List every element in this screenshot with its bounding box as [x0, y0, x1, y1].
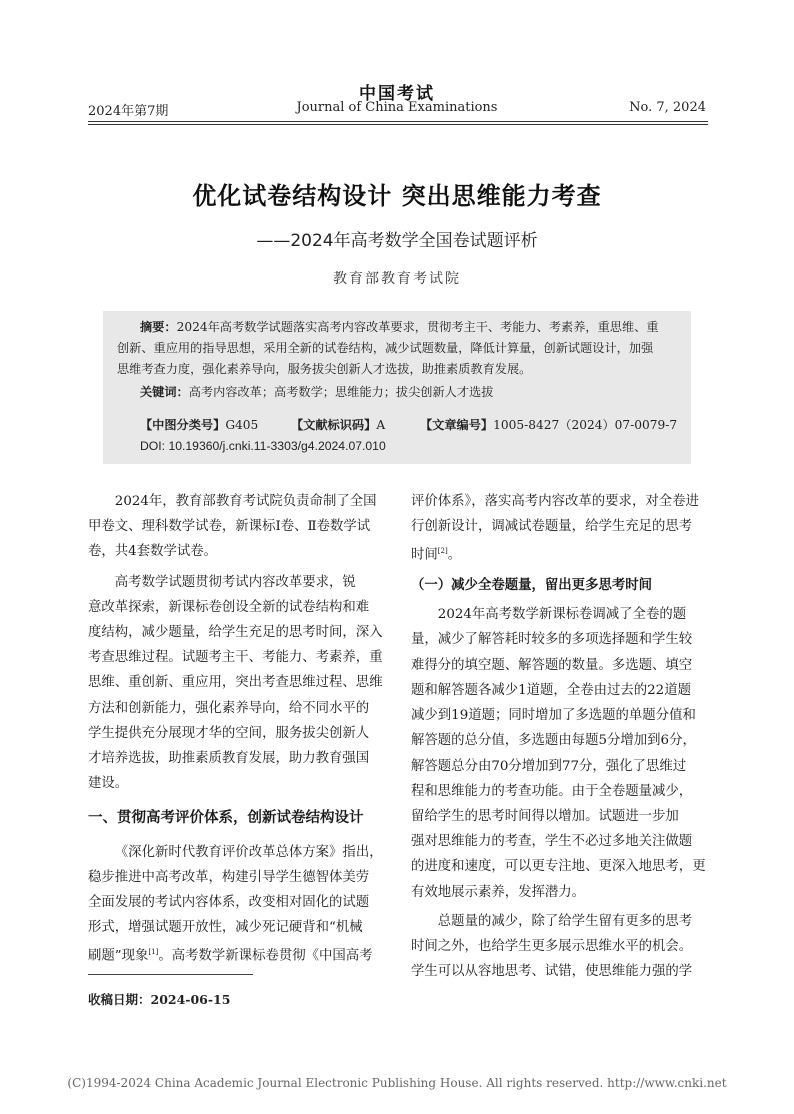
left-column [88, 489, 388, 969]
clc-value: G405 [225, 418, 259, 432]
paragraph-line: 总题量的减少，除了给学生留有更多的思考 [437, 913, 693, 929]
citation-ref: [1] [148, 948, 159, 957]
paragraph-line: 时间[2]。 [411, 547, 462, 563]
paragraph-line: 学生可以从容地思考、试错，使思维能力强的学 [411, 964, 693, 980]
paragraph-line: 题和解答题各减少1道题，全卷由过去的22道题 [411, 682, 691, 698]
paragraph-line: 学生提供充分展现才华的空间，服务拔尖创新人 [88, 725, 370, 741]
keywords-label: 关键词： [140, 385, 189, 399]
paragraph-line: 全面发展的考试内容体系，改变相对固化的试题 [88, 895, 370, 911]
abstract-line-3: 思维考查力度，强化素养导向，服务拔尖创新人才选拔，助推素质教育发展。 [117, 362, 532, 376]
paragraph-line: 评价体系》，落实高考内容改革的要求，对全卷进 [411, 494, 699, 509]
paragraph-line: 行创新设计，调减试卷题量，给学生充足的思考 [411, 519, 693, 535]
paragraph-line: 卷，共4套数学试卷。 [88, 544, 218, 560]
doc-code-label: 【文献标识码】 [291, 418, 377, 432]
journal-name-cn: 中国考试 [359, 84, 435, 104]
paragraph-line: 减少到19道题；同时增加了多选题的单题分值和 [411, 708, 696, 724]
paragraph-line: 才培养选拔，助推素质教育发展，助力教育强国 [88, 751, 370, 767]
footnote-rule [88, 974, 253, 975]
paragraph-line: 形式，增强试题开放性，减少死记硬背和“机械 [88, 920, 363, 936]
keywords-line [140, 382, 493, 403]
article-no-line [420, 415, 677, 436]
abstract-box [103, 311, 691, 464]
issue-number: No. 7, 2024 [629, 100, 706, 115]
paragraph-line: 程和思维能力的考查功能。由于全卷题量减少， [411, 783, 693, 799]
paragraph-line: 的进度和速度，可以更专注地、更深入地思考，更 [411, 859, 706, 875]
paragraph-line: 强对思维能力的考查，学生不必过多地关注做题 [411, 834, 693, 850]
article-no-value: 1005-8427（2024）07-0079-7 [493, 418, 678, 432]
keywords-text: 高考内容改革；高考数学；思维能力；拔尖创新人才选拔 [188, 385, 494, 399]
paragraph-line: 解答题的总分值，多选题由每题5分增加到6分， [411, 733, 696, 749]
article-title: 优化试卷结构设计 突出思维能力考查 [192, 181, 602, 210]
paragraph-line: 2024年，教育部教育考试院负责命制了全国 [114, 494, 377, 509]
subsection-heading: （一）减少全卷题量，留出更多思考时间 [411, 577, 653, 594]
paragraph-line: 时间之外，也给学生更多展示思维水平的机会。 [411, 938, 693, 954]
abstract-line-1: 摘要：2024年高考数学试题落实高考内容改革要求，贯彻考主干、考能力、考素养，重思维、重 [140, 320, 659, 334]
paragraph-line: 难得分的填空题、解答题的数量。多选题、填空 [411, 657, 693, 673]
journal-name-en: Journal of China Examinations [296, 100, 498, 115]
abstract-line-2: 创新、重应用的指导思想，采用全新的试卷结构，减少试题数量，降低计算量，创新试题设计，加强 [117, 341, 654, 355]
paragraph-line: 2024年高考数学新课标卷调减了全卷的题 [437, 607, 687, 623]
header-rule-top [88, 121, 708, 122]
paragraph-line: 稳步推进中高考改革，构建引导学生德智体美劳 [88, 869, 370, 885]
article-author: 教育部教育考试院 [333, 271, 461, 287]
article-no-label: 【文章编号】 [420, 418, 494, 432]
abstract-label: 摘要： [140, 320, 177, 334]
paragraph-line: 解答题总分由70分增加到77分，强化了思维过 [411, 758, 687, 774]
issue-label: 2024年第7期 [88, 104, 169, 119]
paragraph-line: 高考数学试题贯彻考试内容改革要求，锐 [114, 574, 356, 590]
doc-code-value: A [376, 418, 386, 432]
classification-line [140, 415, 258, 436]
paragraph-line: 量，减少了解答耗时较多的多项选择题和学生较 [411, 632, 693, 648]
paragraph-line: 思维、重创新、重应用，突出考查思维过程、思维 [88, 675, 383, 691]
doi-line: DOI: 10.19360/j.cnki.11-3303/g4.2024.07.010 [140, 439, 386, 453]
header-rule-bottom [88, 124, 708, 125]
paragraph-line: 方法和创新能力，强化素养导向，给不同水平的 [88, 700, 370, 716]
paragraph-line: 意改革探索，新课标卷创设全新的试卷结构和难 [88, 599, 370, 615]
article-subtitle: ——2024年高考数学全国卷试题评析 [256, 231, 538, 251]
paragraph-line: 《深化新时代教育评价改革总体方案》指出， [114, 844, 383, 860]
paragraph-line: 刷题”现象[1]。高考数学新课标卷贯彻《中国高考 [88, 948, 373, 964]
paragraph-line: 有效地展示素养，发挥潜力。 [411, 884, 586, 900]
paragraph-line: 甲卷文、理科数学试卷，新课标Ⅰ卷、Ⅱ卷数学试 [88, 519, 371, 535]
right-column [411, 489, 711, 984]
citation-ref: [2] [437, 547, 448, 556]
copyright-notice: (C)1994-2024 China Academic Journal Electronic Publishing House. All rights reserved. http://www.cnki.net [67, 1076, 727, 1090]
paragraph-line: 留给学生的思考时间得以增加。试题进一步加 [411, 808, 679, 824]
received-date: 收稿日期：2024-06-15 [88, 992, 231, 1007]
clc-label: 【中图分类号】 [140, 418, 226, 432]
paragraph-line: 建设。 [88, 776, 129, 792]
paragraph-line: 度结构，减少题量，给学生充足的思考时间，深入 [88, 625, 383, 641]
section-heading: 一、贯彻高考评价体系，创新试卷结构设计 [88, 810, 364, 827]
paragraph-line: 考查思维过程。试题考主干、考能力、考素养，重 [88, 650, 383, 666]
doc-code-line [291, 415, 385, 436]
